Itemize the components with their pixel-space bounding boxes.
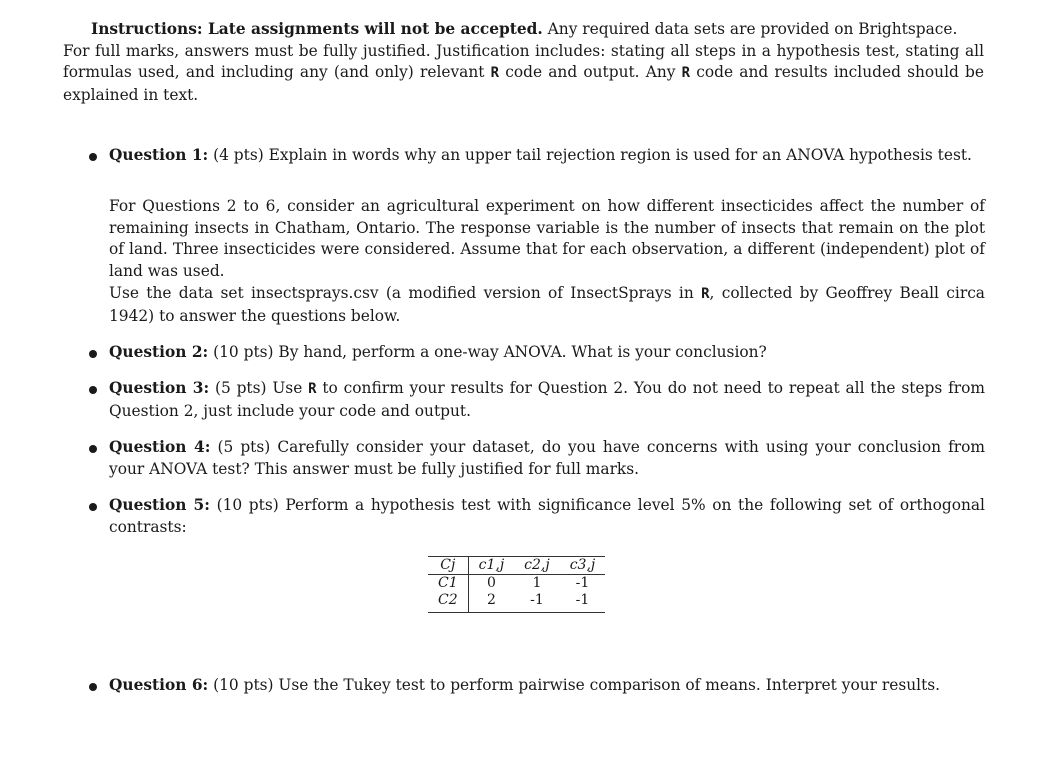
- contrast-cell: -1: [560, 592, 606, 613]
- question-2-text: (10 pts) By hand, perform a one-way ANOVA. What is your conclusion?: [208, 343, 767, 361]
- context-paragraph: [109, 196, 985, 282]
- question-3: [109, 378, 985, 422]
- contrast-table-header-row: [428, 557, 605, 575]
- contrast-cell: -1: [575, 575, 590, 591]
- contrast-cell: C1: [428, 575, 468, 593]
- question-5-text: (10 pts) Perform a hypothesis test with significance level 5% on the following set of orthogonal contrasts:: [109, 496, 985, 536]
- question-3-text-a: (5 pts) Use: [209, 379, 309, 397]
- instructions-line-2: For full marks, answers must be fully justified. Justification includes: stating all steps in a hypothesis test, stating all formulas used, and including any (and only) relevant: [63, 41, 984, 81]
- question-6-text: (10 pts) Use the Tukey test to perform pairwise comparison of means. Interpret your results.: [208, 676, 941, 694]
- dataset-paragraph: [109, 283, 985, 327]
- bullet-icon: [89, 445, 97, 453]
- question-1: [109, 145, 985, 167]
- dataset-text-a: Use the data set insectsprays.csv (a modified version of InsectSprays in: [109, 284, 702, 302]
- instructions-line-3b: code and results included should be explained in text.: [63, 63, 984, 104]
- context-text: For Questions 2 to 6, consider an agricultural experiment on how different insecticides affect the number of remaining insects in Chatham, Ontario. The response variable is the number of insects that remain on the plot of land. Three insecticides were considered. Assume that for each observation, a different (independent) plot of land was used.: [109, 197, 985, 280]
- contrast-cell: 2: [468, 592, 514, 613]
- contrast-cell: 1: [532, 575, 542, 591]
- contrast-header-cell: c3,j: [560, 557, 606, 575]
- question-4: [109, 437, 985, 480]
- r-keyword: R: [490, 65, 500, 81]
- instructions-bold-lead: Instructions: Late assignments will not be accepted.: [91, 20, 543, 38]
- contrast-table: [428, 556, 605, 613]
- bullet-icon: [89, 386, 97, 394]
- question-3-text-b: to confirm your results for Question 2. You do not need to repeat all the steps from Question 2, just include your code and output.: [109, 379, 985, 420]
- bullet-icon: [89, 153, 97, 161]
- r-keyword: R: [308, 381, 317, 397]
- question-4-text: (5 pts) Carefully consider your dataset, do you have concerns with using your conclusion from your ANOVA test? This answer must be fully justified for full marks.: [109, 438, 985, 478]
- contrast-header-cell: c1,j: [468, 557, 514, 575]
- dataset-text-b: , collected by Geoffrey Beall circa 1942) to answer the questions below.: [109, 284, 985, 325]
- bullet-icon: [89, 683, 97, 691]
- question-6-label: Question 6:: [109, 676, 209, 694]
- r-keyword: R: [701, 286, 710, 302]
- contrast-cell: 0: [486, 575, 496, 591]
- instructions-line-1-rest: Any required data sets are provided on Brightspace.: [542, 20, 958, 38]
- contrast-header-cell: Cj: [428, 557, 468, 575]
- question-6: [109, 675, 985, 697]
- question-5: [109, 495, 985, 538]
- bullet-icon: [89, 503, 97, 511]
- contrast-table-row: [428, 575, 605, 593]
- contrast-cell: -1: [514, 592, 560, 613]
- question-2: [109, 342, 985, 364]
- contrast-header-cell: c2,j: [514, 557, 560, 575]
- r-keyword: R: [681, 65, 691, 81]
- contrast-table-row: [428, 592, 605, 613]
- instructions-paragraph: [63, 19, 984, 106]
- question-1-label: Question 1:: [109, 146, 209, 164]
- instructions-line-3a: code and output. Any: [499, 63, 682, 81]
- instructions-line-1: [63, 19, 984, 41]
- contrast-cell: C2: [428, 592, 468, 613]
- question-3-label: Question 3:: [109, 379, 210, 397]
- question-1-text: (4 pts) Explain in words why an upper tail rejection region is used for an ANOVA hypothesis test.: [208, 146, 972, 164]
- bullet-icon: [89, 350, 97, 358]
- question-2-label: Question 2:: [109, 343, 209, 361]
- question-4-label: Question 4:: [109, 438, 211, 456]
- question-5-label: Question 5:: [109, 496, 210, 514]
